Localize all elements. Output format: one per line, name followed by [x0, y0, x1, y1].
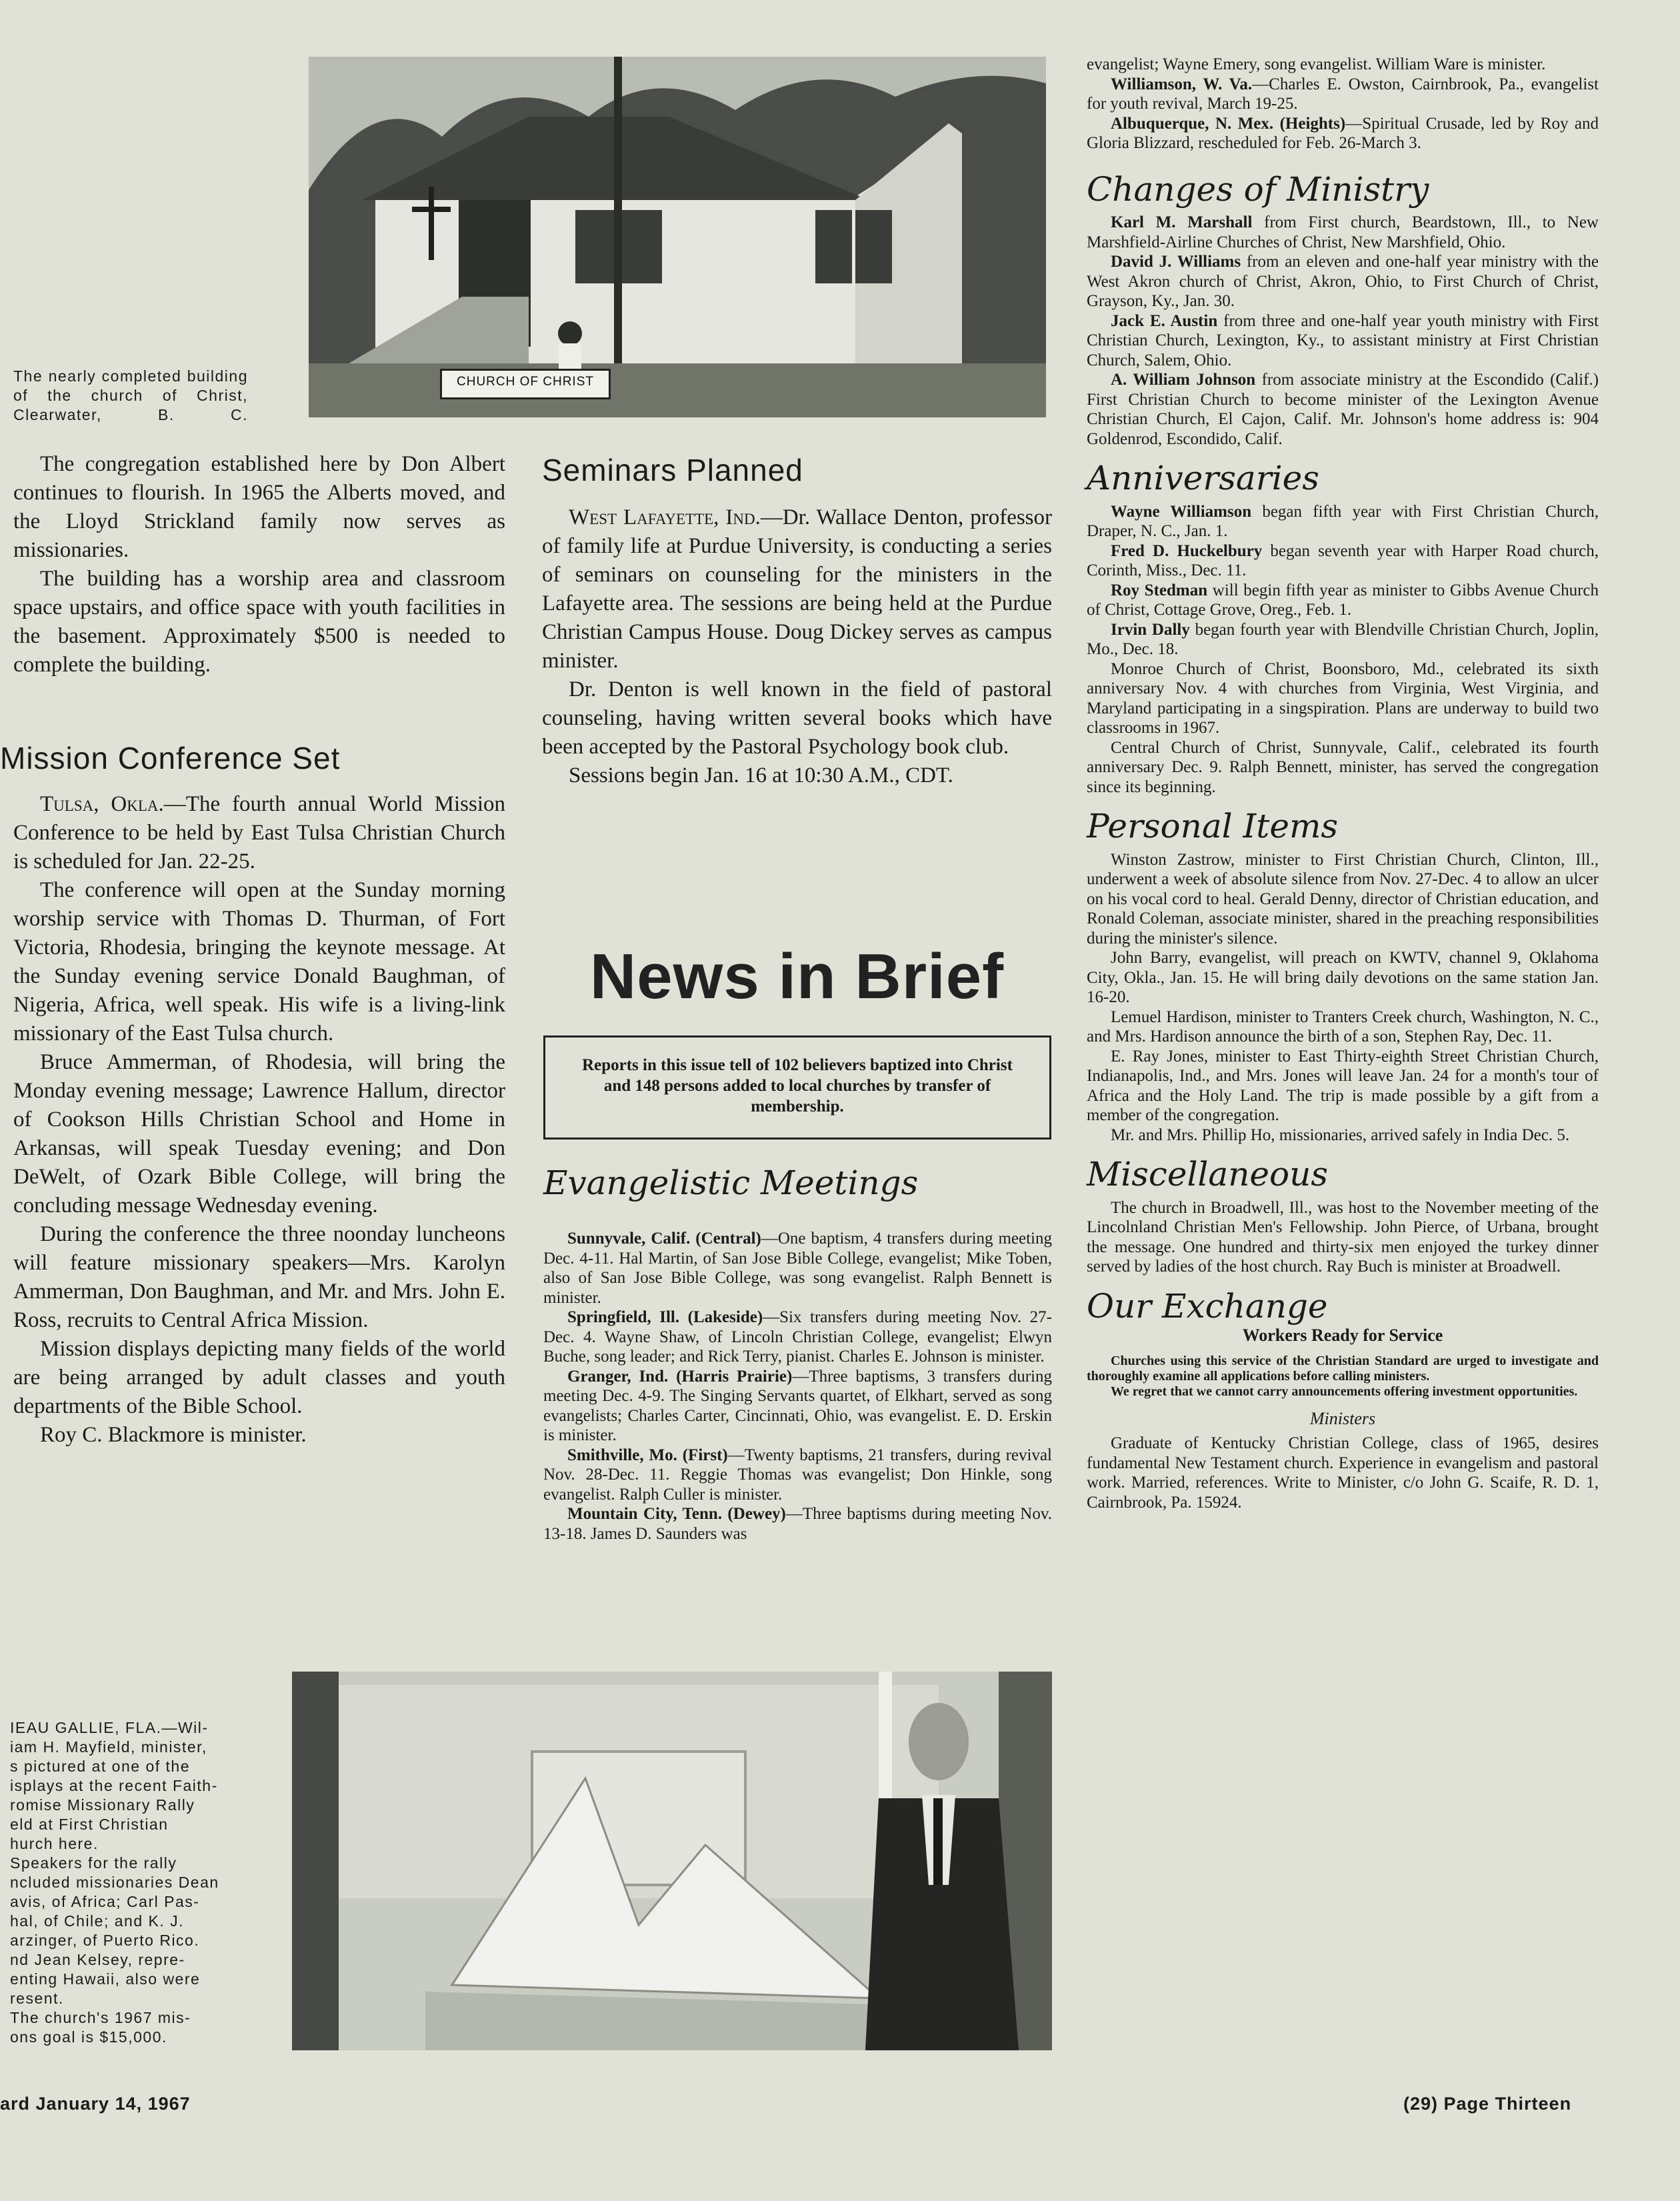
meeting-text: —Charles E. Owston, Cairnbrook, Pa., evangelist for youth revival, March 19-25.: [1087, 75, 1599, 113]
personal-item: E. Ray Jones, minister to East Thirty-eighth Street Christian Church, Indianapolis, Ind., and Mrs. Jones will leave Jan. 24 for a month's tour of Africa and the Holy Land. The trip is made possible by a gift from a member of the congregation.: [1087, 1047, 1599, 1124]
anniversary-item: [1087, 502, 1599, 541]
church-building-photo: [309, 57, 1046, 417]
paragraph: The conference will open at the Sunday morning worship service with Thomas D. Thurman, of Fort Victoria, Rhodesia, bringing the keynote message. At the Sunday evening service Donald Baughman, of Nigeria, Africa, well speak. His wife is a living-link missionary of the East Tulsa church.: [13, 878, 505, 1045]
meeting-item: [1087, 114, 1599, 153]
change-text: from associate ministry at the Escondido (Calif.) First Christian Church to become minister of the Lexington Avenue Christian Church, El Cajon, Calif. Mr. Johnson's home address is: 904 Goldenrod, Escondido, Calif.: [1087, 371, 1599, 448]
church-sign: CHURCH OF CHRIST: [440, 369, 611, 399]
caption-line: isplays at the recent Faith-: [10, 1777, 218, 1794]
minister-name: Roy Stedman: [1111, 581, 1208, 599]
paragraph: Mission displays depicting many fields of the world are being arranged by adult classes and youth departments of the Bible School.: [13, 1337, 505, 1418]
exchange-subheading: Workers Ready for Service: [1242, 1326, 1443, 1345]
personal-item: Winston Zastrow, minister to First Christian Church, Clinton, Ill., underwent a week of absolute silence from Nov. 27-Dec. 4 to allow an ulcer on his vocal cord to heal. Gerald Denny, director of Christian education, and Ronald Coleman, associate minister, shared in the preaching responsibilities during the minister's silence.: [1087, 850, 1599, 947]
minister-ad: Graduate of Kentucky Christian College, class of 1965, desires fundamental New Testament church. Experience in evangelism and pastoral work. Married, references. Write to Minister, c/o John G. Scaife, R. D. 1, Cairnbrook, Pa. 15924.: [1087, 1434, 1599, 1512]
news-summary-box: [543, 1035, 1051, 1140]
anniversaries-heading: Anniversaries: [1087, 459, 1319, 497]
personal-items-heading: Personal Items: [1087, 807, 1339, 845]
exchange-notice: We regret that we cannot carry announcements offering investment opportunities.: [1111, 1384, 1578, 1399]
missionary-display-illustration: [292, 1672, 1052, 2050]
meeting-item: [1087, 75, 1599, 114]
meeting-text: —Spiritual Crusade, led by Roy and Gloria Blizzard, rescheduled for Feb. 26-March 3.: [1087, 114, 1599, 152]
exchange-notice: Churches using this service of the Christian Standard are urged to investigate and thoroughly examine all applications before calling ministers.: [1087, 1353, 1599, 1384]
caption-line: resent.: [10, 1990, 64, 2007]
evangelistic-meetings-list: [543, 1229, 1052, 1544]
meeting-text: —Three baptisms during meeting Nov. 13-18. James D. Saunders was: [543, 1505, 1052, 1543]
dateline: West Lafayette, Ind.: [569, 505, 761, 529]
paragraph: During the conference the three noonday luncheons will feature missionary speakers—Mrs. Karolyn Ammerman, Don Baughman, and Mr. and Mrs. John E. Ross, recruits to Central Africa Mission.: [13, 1222, 505, 1332]
meeting-place: Mountain City, Tenn. (Dewey): [567, 1505, 786, 1523]
change-item: [1087, 252, 1599, 311]
caption-line: Speakers for the rally: [10, 1854, 177, 1872]
anniversary-text: will begin fifth year as minister to Gibbs Avenue Church of Christ, Cottage Grove, Oreg., Feb. 1.: [1087, 581, 1599, 619]
news-in-brief-title: News in Brief: [589, 941, 1005, 1012]
paragraph: Dr. Denton is well known in the field of pastoral counseling, having written several books which have been accepted by the Pastoral Psychology book club.: [542, 677, 1052, 759]
minister-name: A. William Johnson: [1111, 371, 1256, 389]
meeting-place: Sunnyvale, Calif. (Central): [567, 1230, 761, 1248]
footer-date: ard January 14, 1967: [0, 2094, 191, 2114]
caption-line: ncluded missionaries Dean: [10, 1874, 219, 1891]
meeting-place: Springfield, Ill. (Lakeside): [567, 1308, 763, 1326]
caption-line: ons goal is $15,000.: [10, 2028, 167, 2046]
paragraph: The building has a worship area and classroom space upstairs, and office space with youth facilities in the basement. Approximately $500 is needed to complete the building.: [13, 567, 505, 677]
meeting-item: [543, 1367, 1052, 1446]
anniversary-item: [1087, 620, 1599, 659]
footer-page-number: (29) Page Thirteen: [1403, 2094, 1572, 2114]
ministers-label: Ministers: [1309, 1408, 1376, 1428]
lead-text: —Dr. Wallace Denton, professor of family life at Purdue University, is conducting a series of seminars on counseling for the ministers in the Lafayette area. The sessions are being held at the Purdue Christian Campus House. Doug Dickey serves as campus minister.: [542, 505, 1053, 673]
personal-item: John Barry, evangelist, will preach on KWTV, channel 9, Oklahoma City, Okla., Jan. 15. He will bring daily devotions on the same station Jan. 16-20.: [1087, 949, 1599, 1006]
meeting-text: —Three baptisms, 3 transfers during meeting Dec. 4-9. The Singing Servants quartet, of Elkhart, served as song evangelists; Charles Carter, Cincinnati, Ohio, was evangelist. E. D. Erskin is minister.: [543, 1367, 1053, 1444]
caption-line: The church's 1967 mis-: [10, 2009, 191, 2026]
anniversary-text: began seventh year with Harper Road church, Corinth, Miss., Dec. 11.: [1087, 541, 1599, 579]
paragraph: Roy C. Blackmore is minister.: [40, 1423, 307, 1447]
minister-name: Jack E. Austin: [1111, 311, 1218, 330]
church-building-illustration: [309, 57, 1046, 417]
meeting-place: Granger, Ind. (Harris Prairie): [567, 1367, 793, 1386]
right-column: [1087, 55, 1599, 1512]
miscellaneous-heading: Miscellaneous: [1087, 1155, 1328, 1194]
changes-of-ministry-heading: Changes of Ministry: [1087, 169, 1429, 209]
caption-line: hal, of Chile; and K. J.: [10, 1912, 185, 1930]
anniversary-item: Monroe Church of Christ, Boonsboro, Md., celebrated its sixth anniversary Nov. 4 with churches from Virginia, West Virginia, and Maryland participating in a singspiration. Plans are underway to build two classrooms in 1967.: [1087, 659, 1599, 737]
seminars-heading: Seminars Planned: [542, 453, 803, 487]
meeting-text: —One baptism, 4 transfers during meeting Dec. 4-11. Hal Martin, of San Jose Bible College, evangelist; Mike Toben, also of San Jose Bible College, was song evangelist. Ralph Bennett is minister.: [543, 1230, 1052, 1307]
anniversary-item: [1087, 581, 1599, 620]
meeting-text: —Six transfers during meeting Nov. 27-Dec. 4. Wayne Shaw, of Lincoln Christian College, evangelist; Elwyn Buche, song leader; and Rick Terry, pianist. Charles E. Johnson is minister.: [543, 1308, 1052, 1366]
caption-line: arzinger, of Puerto Rico.: [10, 1932, 200, 1949]
anniversary-item: [1087, 541, 1599, 581]
minister-name: David J. Williams: [1111, 253, 1241, 271]
caption-line: avis, of Africa; Carl Pas-: [10, 1893, 200, 1910]
caption-line: s pictured at one of the: [10, 1758, 190, 1775]
meeting-place: Smithville, Mo. (First): [567, 1446, 728, 1464]
seminars-lead-paragraph: [542, 503, 1052, 675]
meeting-item: [543, 1229, 1052, 1308]
seminars-article: [542, 503, 1052, 790]
caption-line: hurch here.: [10, 1835, 99, 1852]
caption-line: IEAU GALLIE, FLA.—Wil-: [10, 1719, 209, 1736]
mission-lead-paragraph: [13, 790, 505, 876]
clearwater-article: [13, 450, 505, 679]
anniversary-text: began fourth year with Blendville Christian Church, Joplin, Mo., Dec. 18.: [1087, 620, 1599, 658]
personal-item: Lemuel Hardison, minister to Tranters Creek church, Washington, N. C., and Mrs. Hardison announce the birth of a son, Stephen Ray, Dec. 11.: [1087, 1007, 1599, 1045]
miscellaneous-item: The church in Broadwell, Ill., was host to the November meeting of the Lincolnland Christian Men's Fellowship. John Pierce, of Urbana, brought the message. One hundred and thirty-six men enjoyed the turkey dinner served by ladies of the host church. Ray Buch is minister at Broadwell.: [1087, 1198, 1599, 1276]
meeting-place: Williamson, W. Va.: [1111, 75, 1253, 93]
mission-conference-heading: Mission Conference Set: [0, 741, 341, 775]
change-text: from three and one-half year youth ministry with First Christian Church, Lexington, Ky., to assistant ministry at First Christian Church, Salem, Ohio.: [1087, 311, 1599, 369]
caption-line: romise Missionary Rally: [10, 1796, 195, 1814]
missionary-display-caption: [10, 1718, 250, 2047]
meeting-text: —Twenty baptisms, 21 transfers, during revival Nov. 28-Dec. 11. Reggie Thomas was evangelist; Don Hinkle, song evangelist. Ralph Culler is minister.: [543, 1446, 1053, 1504]
mission-conference-article: [13, 790, 505, 1450]
meeting-item: [543, 1504, 1052, 1544]
caption-line: iam H. Mayfield, minister,: [10, 1738, 207, 1756]
change-text: from an eleven and one-half year ministry with the West Akron church of Christ, Akron, Ohio, to First Church of Christ, Grayson, Ky., Jan. 30.: [1087, 253, 1599, 310]
minister-name: Irvin Dally: [1111, 620, 1190, 639]
caption-line: enting Hawaii, also were: [10, 1970, 201, 1988]
news-summary-text: Reports in this issue tell of 102 believers baptized into Christ and 148 persons added to local churches by transfer of membership.: [582, 1056, 1013, 1116]
minister-name: Karl M. Marshall: [1111, 213, 1253, 231]
paragraph: Sessions begin Jan. 16 at 10:30 A.M., CDT.: [569, 763, 953, 787]
change-item: [1087, 370, 1599, 449]
caption-line: eld at First Christian: [10, 1816, 169, 1833]
meeting-continuation: evangelist; Wayne Emery, song evangelist. William Ware is minister.: [1087, 55, 1546, 73]
lead-text: —The fourth annual World Mission Conference to be held by East Tulsa Christian Church is scheduled for Jan. 22-25.: [13, 792, 506, 873]
anniversary-item: Central Church of Christ, Sunnyvale, Calif., celebrated its fourth anniversary Dec. 9. Ralph Bennett, minister, has served the congregation since its beginning.: [1087, 738, 1599, 796]
personal-item: Mr. and Mrs. Phillip Ho, missionaries, arrived safely in India Dec. 5.: [1111, 1126, 1570, 1144]
meeting-item: [543, 1446, 1052, 1505]
missionary-display-photo: [292, 1672, 1052, 2050]
our-exchange-heading: Our Exchange: [1087, 1286, 1328, 1326]
dateline: Tulsa, Okla.: [40, 792, 164, 816]
minister-name: Fred D. Huckelbury: [1111, 541, 1263, 560]
anniversary-text: began fifth year with First Christian Church, Draper, N. C., Jan. 1.: [1087, 502, 1599, 540]
paragraph: Bruce Ammerman, of Rhodesia, will bring the Monday evening message; Lawrence Hallum, director of Cookson Hills Christian School and Home in Arkansas, will speak Tuesday evening; and Don DeWelt, of Ozark Bible College, will bring the concluding message Wednesday evening.: [13, 1050, 505, 1218]
paragraph: The congregation established here by Don Albert continues to flourish. In 1965 the Alberts moved, and the Lloyd Strickland family now serves as missionaries.: [13, 452, 505, 562]
change-item: [1087, 311, 1599, 371]
church-photo-caption: The nearly completed building of the church of Christ, Clearwater, B. C.: [13, 367, 248, 423]
change-item: [1087, 213, 1599, 252]
meeting-item: [543, 1308, 1052, 1367]
evangelistic-meetings-heading: Evangelistic Meetings: [543, 1164, 919, 1202]
caption-line: nd Jean Kelsey, repre-: [10, 1951, 185, 1968]
meeting-place: Albuquerque, N. Mex. (Heights): [1111, 114, 1346, 133]
minister-name: Wayne Williamson: [1111, 502, 1252, 521]
change-text: from First church, Beardstown, Ill., to New Marshfield-Airline Churches of Christ, New Marshfield, Ohio.: [1087, 213, 1599, 251]
